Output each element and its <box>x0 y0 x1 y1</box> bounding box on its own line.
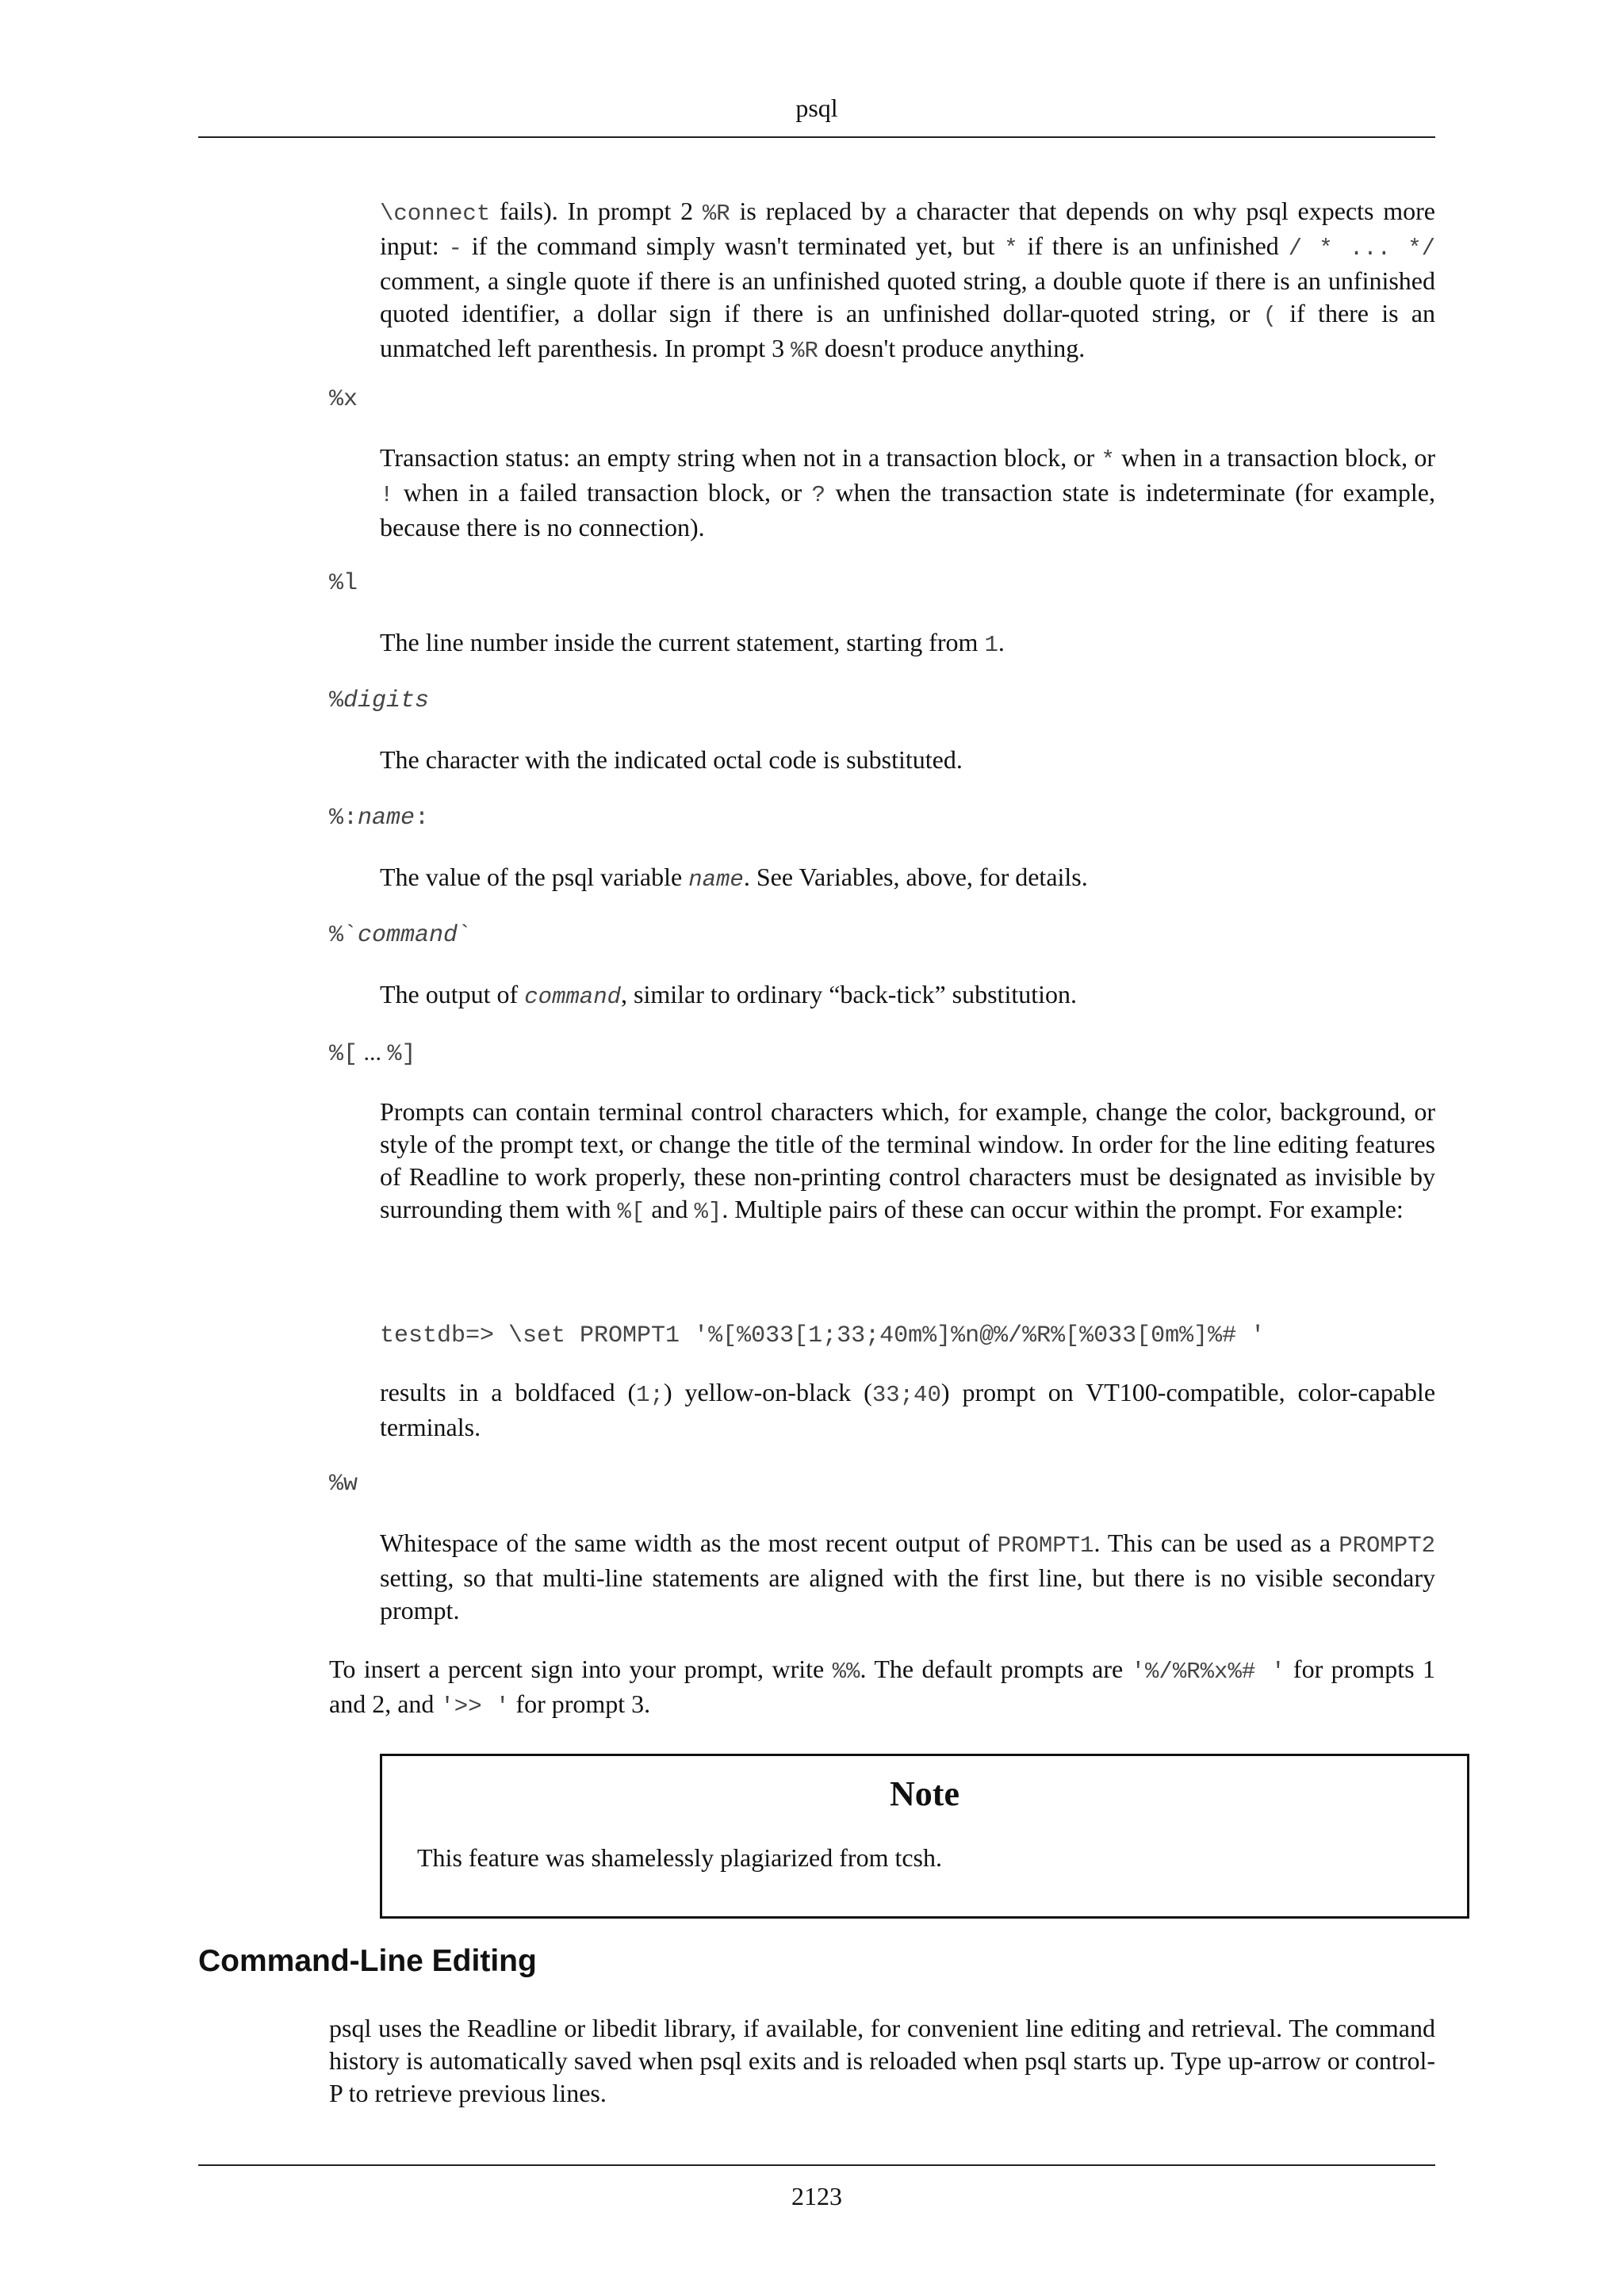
prompt-example-result: results in a boldfaced (1;) yellow-on-black (33;40) prompt on VT100-compatible, color-capable terminals. <box>380 1378 1436 1441</box>
term-l: %l <box>329 570 358 597</box>
term-digits: %digits <box>329 687 430 714</box>
percent-sign-paragraph: To insert a percent sign into your prompt, write %%. The default prompts are '%/%R%x%# ' for prompts 1 and 2, and '>> ' for prompt 3. <box>329 1655 1436 1720</box>
footer-rule <box>198 2164 1435 2166</box>
term-w: %w <box>329 1471 358 1498</box>
section-title: Command-Line Editing <box>198 1944 537 1978</box>
note-text: This feature was shamelessly plagiarized from tcsh. <box>417 1843 942 1872</box>
term-l-description: The line number inside the current statement, starting from 1. <box>380 628 1005 658</box>
term-digits-description: The character with the indicated octal code is substituted. <box>380 745 963 774</box>
term-w-description: Whitespace of the same width as the most recent output of PROMPT1. This can be used as a PROMPT2 setting, so that multi-line statements are aligned with the first line, but there is no visible secondary prompt. <box>380 1529 1436 1624</box>
prompt-R-description: \connect fails). In prompt 2 %R is replaced by a character that depends on why psql expects more input: - if the command simply wasn't terminated yet, but * if there is an unfinished / * ... */ comment, a single quote if there is an unfinished quoted string, a double quote if there is an unfinished quoted identifier, a dollar sign if there is an unfinished dollar-quoted string, or ( if there is an unmatched left parenthesis. In prompt 3 %R doesn't produce anything. <box>380 197 1436 364</box>
note-box <box>380 1754 1469 1919</box>
prompt-example-code: testdb=> \set PROMPT1 '%[%033[1;33;40m%]%n@%/%R%[%033[0m%]%# ' <box>380 1322 1266 1349</box>
page-number: 2123 <box>791 2182 842 2210</box>
section-paragraph: psql uses the Readline or libedit library, if available, for convenient line editing and retrieval. The command history is automatically saved when psql exits and is reloaded when psql starts up. Type up-arrow or control-P to retrieve previous lines. <box>329 2014 1435 2107</box>
term-name-description: The value of the psql variable name. See Variables, above, for details. <box>380 863 1088 893</box>
header-rule <box>198 136 1435 138</box>
term-name: %:name: <box>329 805 430 832</box>
term-brackets-description: Prompts can contain terminal control characters which, for example, change the color, background, or style of the prompt text, or change the title of the terminal window. In order for the line editing features of Readline to work properly, these non-printing control characters must be designated as invisible by surrounding them with %[ and %]. Multiple pairs of these can occur within the prompt. For example: <box>380 1097 1435 1225</box>
page-header: psql <box>795 94 838 122</box>
note-title: Note <box>890 1774 959 1813</box>
term-x-description: Transaction status: an empty string when not in a transaction block, or * when in a transaction block, or ! when in a failed transaction block, or ? when the transaction state is indeterminate (for example, because there is no connection). <box>380 443 1436 541</box>
code-connect: \connect <box>380 201 491 227</box>
term-x: %x <box>329 386 358 413</box>
term-command: %`command` <box>329 922 473 949</box>
term-command-description: The output of command, similar to ordinary “back-tick” substitution. <box>380 980 1077 1010</box>
term-brackets: %[ ... %] <box>329 1039 416 1068</box>
